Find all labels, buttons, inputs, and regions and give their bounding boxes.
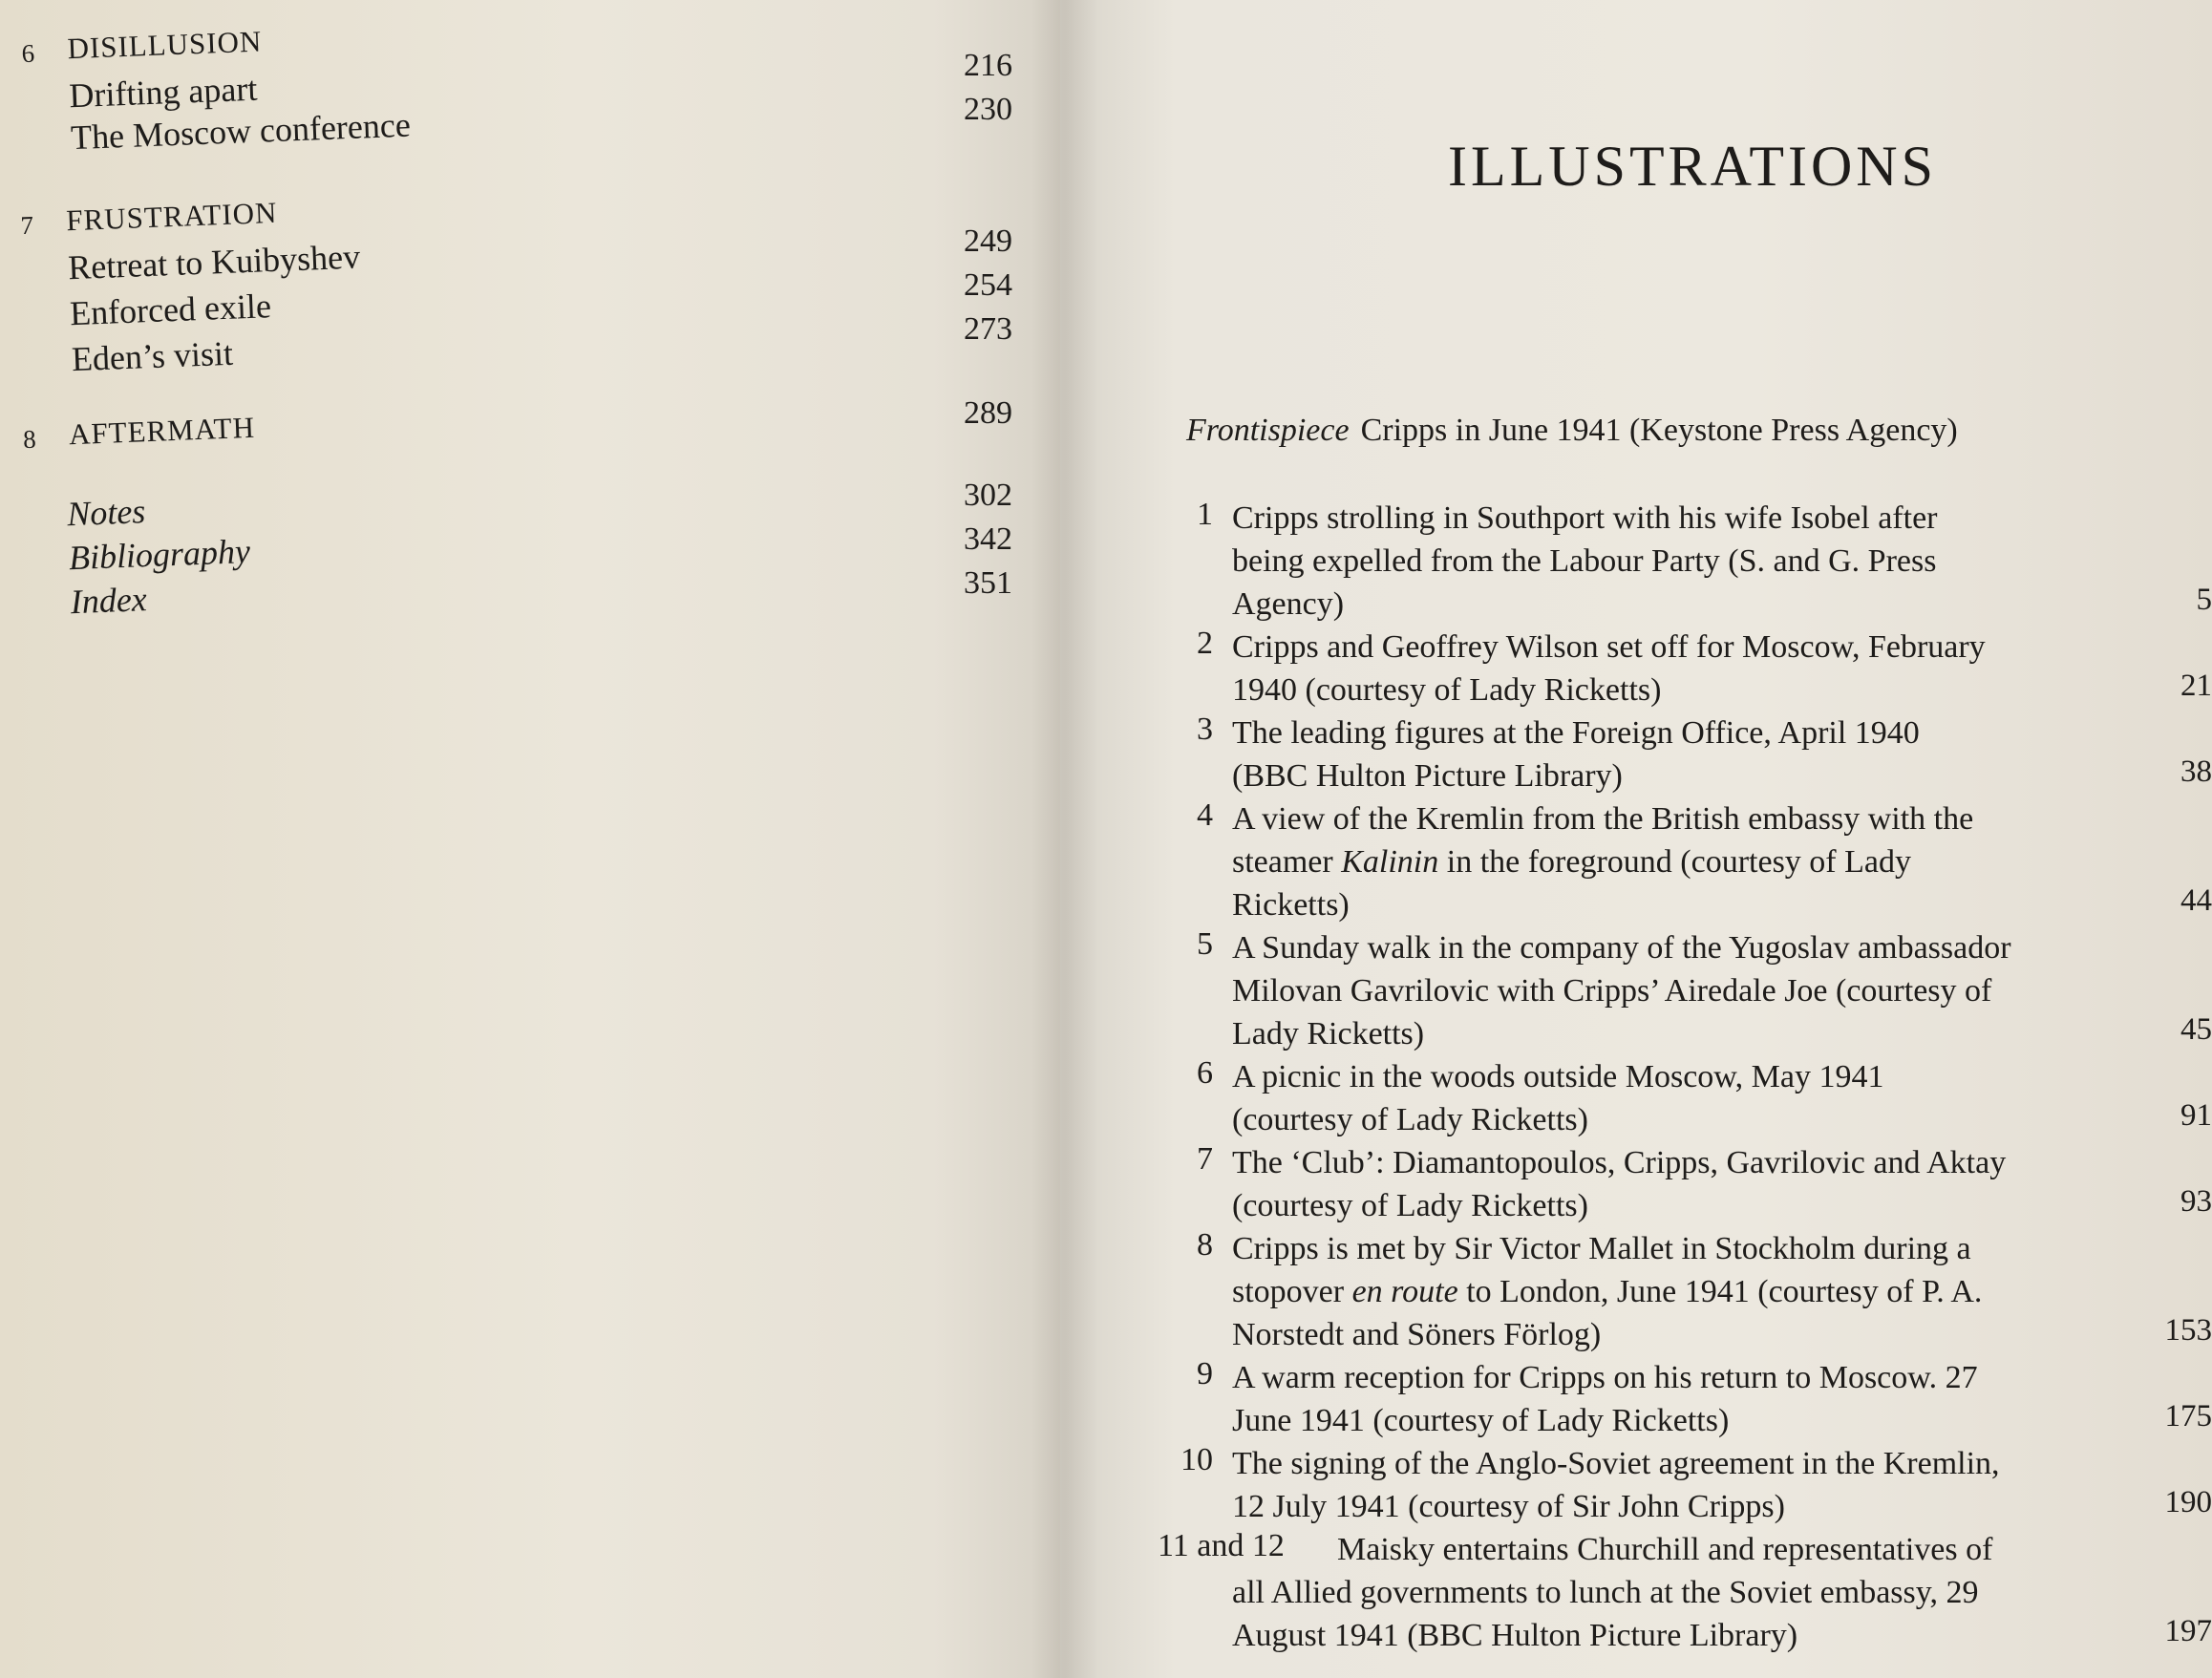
toc-entry-title: Enforced exile [69,287,272,333]
chapter-heading: DISILLUSION [66,24,263,66]
toc-entry-title: Index [70,580,148,622]
toc-entry-title: Notes [66,492,146,534]
caption-line: Lady Ricketts) [1232,1016,1425,1051]
illustration-number: 3 [1197,712,1213,747]
page-title: ILLUSTRATIONS [1448,135,1937,198]
illustration-number: 5 [1197,926,1213,962]
caption-line: Agency) [1232,586,1345,622]
illustration-page: 190 [2164,1485,2212,1519]
chapter-heading: FRUSTRATION [65,195,279,238]
illustration-item [1165,1141,2212,1227]
illustration-caption [1232,926,2187,1055]
illustration-item [1165,626,2212,712]
toc-entry-page: 216 [964,48,1012,83]
illustration-number: 11 and 12 [1158,1528,1285,1563]
illustration-page: 5 [2196,583,2212,617]
illustration-number: 2 [1197,626,1213,661]
illustration-number: 9 [1197,1356,1213,1391]
illustration-number: 10 [1180,1442,1213,1477]
caption-line: steamer Kalinin in the foreground (courtesy of Lady [1232,844,1911,880]
caption-line: Cripps is met by Sir Victor Mallet in Stockholm during a [1232,1231,1971,1266]
caption-line: A view of the Kremlin from the British embassy with the [1232,801,1974,837]
caption-line: Cripps strolling in Southport with his wife Isobel after [1232,500,1938,536]
illustration-item [1165,797,2212,926]
caption-line: June 1941 (courtesy of Lady Ricketts) [1232,1403,1730,1438]
caption-line: being expelled from the Labour Party (S. and G. Press [1232,543,1937,579]
toc-entry-title: Drifting apart [68,69,259,116]
caption-line: 12 July 1941 (courtesy of Sir John Cripps) [1232,1489,1785,1524]
illustration-page: 93 [2180,1184,2212,1219]
caption-line: stopover en route to London, June 1941 (courtesy of P. A. [1232,1274,1983,1309]
toc-entry-page: 289 [964,395,1012,431]
toc-entry-title: Retreat to Kuibyshev [67,237,361,287]
chapter-number: 7 [19,210,34,241]
frontispiece-entry [1186,413,1958,449]
toc-entry-page: 249 [964,223,1012,259]
caption-line: all Allied governments to lunch at the Soviet embassy, 29 [1232,1575,1979,1610]
toc-entry-page: 351 [964,565,1012,601]
chapter-number: 6 [21,38,35,69]
illustration-page: 91 [2180,1098,2212,1133]
chapter-heading: AFTERMATH [68,410,256,452]
caption-line: Cripps and Geoffrey Wilson set off for Moscow, February [1232,629,1986,665]
illustration-number: 6 [1197,1055,1213,1091]
illustration-item [1165,497,2212,626]
illustration-item [1165,1356,2212,1442]
illustration-caption [1232,497,2187,626]
illustration-caption [1232,712,2187,797]
illustration-caption [1232,1141,2187,1227]
caption-line: A Sunday walk in the company of the Yugoslav ambassador [1232,930,2011,966]
toc-entry-title: Bibliography [68,531,251,578]
toc-entry-title: The Moscow conference [70,105,412,158]
caption-line: (courtesy of Lady Ricketts) [1232,1188,1588,1223]
illustration-caption [1232,1528,2187,1657]
caption-line: The signing of the Anglo-Soviet agreement in the Kremlin, [1232,1446,2000,1481]
caption-line: (courtesy of Lady Ricketts) [1232,1102,1588,1137]
illustration-item [1165,1055,2212,1141]
illustration-item [1165,1442,2212,1528]
caption-line: Maisky entertains Churchill and representatives of [1337,1532,1993,1567]
frontispiece-caption: Cripps in June 1941 (Keystone Press Agency) [1360,413,1958,448]
illustration-page: 45 [2180,1012,2212,1047]
illustration-item [1165,926,2212,1055]
chapter-7 [0,150,1063,381]
illustration-page: 38 [2180,754,2212,789]
illustration-caption [1232,1356,2187,1442]
illustration-number: 7 [1197,1141,1213,1177]
caption-line: 1940 (courtesy of Lady Ricketts) [1232,672,1662,708]
illustration-number: 4 [1197,797,1213,833]
illustration-item [1158,1528,2212,1657]
illustration-page: 44 [2180,883,2212,918]
illustration-page: 153 [2164,1313,2212,1348]
illustration-number: 1 [1197,497,1213,532]
illustration-page: 197 [2164,1614,2212,1648]
illustration-caption [1232,1055,2187,1141]
toc-entry-page: 254 [964,267,1012,303]
toc-entry-page: 230 [964,92,1012,127]
illustration-page: 21 [2180,669,2212,703]
caption-line: Ricketts) [1232,887,1350,923]
caption-line: A picnic in the woods outside Moscow, May 1941 [1232,1059,1884,1094]
toc-entry-page: 302 [964,478,1012,513]
illustration-page: 175 [2164,1399,2212,1434]
caption-line: The leading figures at the Foreign Office, April 1940 [1232,715,1920,751]
toc-entry-page: 273 [964,311,1012,347]
illustration-caption [1232,797,2187,926]
toc-entry-title: Eden’s visit [71,333,234,379]
caption-line: Norstedt and Söners Förlog) [1232,1317,1602,1352]
caption-line: A warm reception for Cripps on his return to Moscow. 27 [1232,1360,1978,1395]
illustration-item [1165,712,2212,797]
caption-line: The ‘Club’: Diamantopoulos, Cripps, Gavrilovic and Aktay [1232,1145,2007,1180]
illustration-item [1165,1227,2212,1356]
chapter-number: 8 [22,424,37,455]
toc-entry-page: 342 [964,521,1012,557]
frontispiece-label: Frontispiece [1186,413,1350,448]
caption-line: (BBC Hulton Picture Library) [1232,758,1623,794]
illustration-caption [1232,1442,2187,1528]
illustration-caption [1232,626,2187,712]
caption-line: Milovan Gavrilovic with Cripps’ Airedale Joe (courtesy of [1232,973,1992,1009]
caption-line: August 1941 (BBC Hulton Picture Library) [1232,1618,1798,1653]
illustration-caption [1232,1227,2187,1356]
illustration-number: 8 [1197,1227,1213,1263]
